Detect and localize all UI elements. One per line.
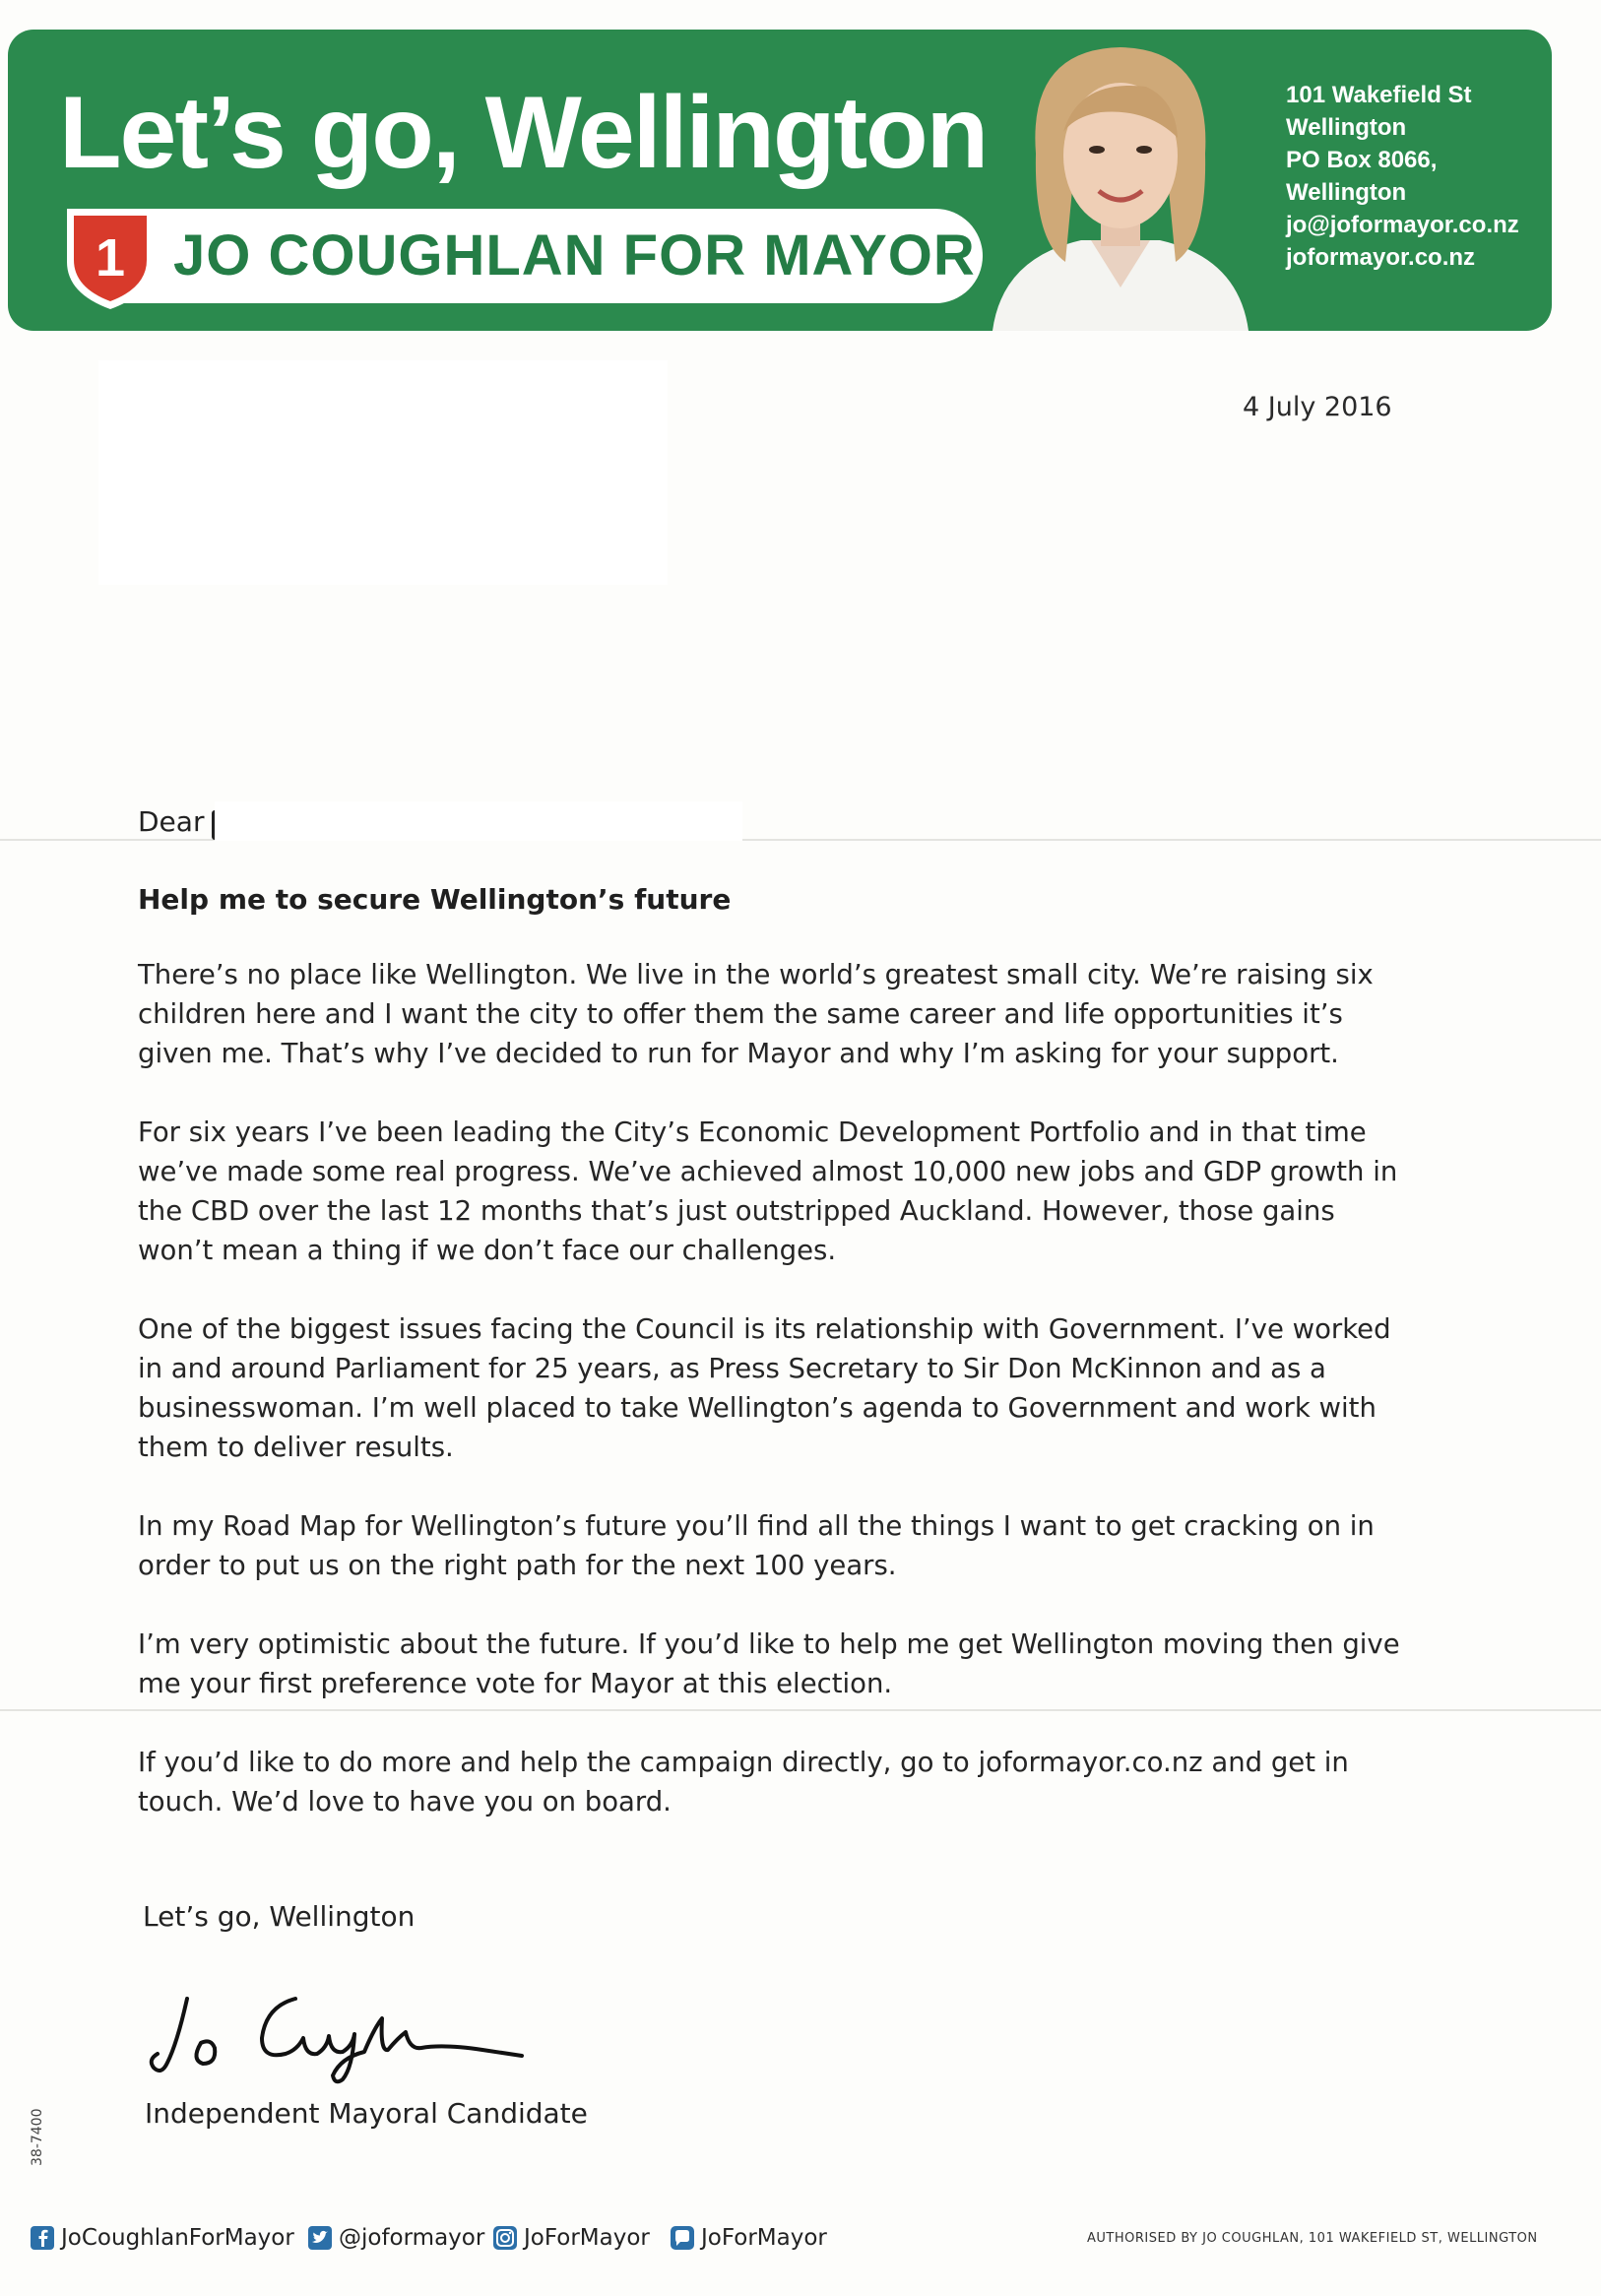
body-paragraph: There’s no place like Wellington. We live in the world’s greatest small city. We’re raising six children here and I want the city to offer them the same career and life opportunities it’s given me. That’s why I’ve decided to run for Mayor and why I’m asking for your support. bbox=[138, 959, 1374, 1069]
contact-email[interactable]: jo@joformayor.co.nz bbox=[1286, 212, 1519, 238]
body-paragraph: In my Road Map for Wellington’s future you’ll find all the things I want to get cracking on in order to put us on the right path for the next 100 years. bbox=[138, 1510, 1375, 1581]
body-paragraph: For six years I’ve been leading the City’s Economic Development Portfolio and in that time we’ve made some real progress. We’ve achieved almost 10,000 new jobs and GDP growth in the CBD over the last 12 months that’s just outstripped Auckland. However, those gains won’t mean a thing if we don’t face our challenges. bbox=[138, 1116, 1398, 1266]
letter-date: 4 July 2016 bbox=[1243, 392, 1392, 422]
letterhead-banner bbox=[8, 30, 1552, 331]
headline: Let’s go, Wellington bbox=[59, 76, 988, 190]
contact-address bbox=[1286, 79, 1544, 274]
body-paragraph: If you’d like to do more and help the campaign directly, go to joformayor.co.nz and get in touch. We’d love to have you on board. bbox=[138, 1747, 1349, 1818]
twitter-icon bbox=[307, 2225, 333, 2251]
letter-subject: Help me to secure Wellington’s future bbox=[138, 883, 732, 916]
social-label: JoForMayor bbox=[701, 2225, 827, 2251]
address-line: 101 Wakefield St bbox=[1286, 82, 1472, 108]
address-line: Wellington bbox=[1286, 114, 1407, 141]
instagram-icon bbox=[492, 2225, 518, 2251]
social-label: JoForMayor bbox=[524, 2225, 650, 2251]
signatory-role: Independent Mayoral Candidate bbox=[145, 2097, 588, 2130]
contact-website[interactable]: joformayor.co.nz bbox=[1286, 244, 1476, 271]
badge-number: 1 bbox=[95, 228, 126, 287]
social-chat[interactable] bbox=[670, 2225, 827, 2251]
social-instagram[interactable] bbox=[492, 2225, 650, 2251]
social-facebook[interactable] bbox=[30, 2225, 294, 2251]
body-paragraph: One of the biggest issues facing the Council is its relationship with Government. I’ve worked in and around Parliament for 25 years, as Press Secretary to Sir Don McKinnon and as a businesswoman. I’m well placed to take Wellington’s agenda to Government and work with them to deliver results. bbox=[138, 1313, 1391, 1463]
social-label: @joformayor bbox=[339, 2225, 485, 2251]
chat-icon bbox=[670, 2225, 695, 2251]
candidate-banner-text: JO COUGHLAN FOR MAYOR bbox=[173, 223, 976, 287]
badge-1-icon bbox=[59, 203, 161, 313]
print-code: 38-7400 bbox=[30, 2108, 45, 2166]
candidate-portrait bbox=[953, 30, 1288, 331]
social-label: JoCoughlanForMayor bbox=[61, 2225, 294, 2251]
salutation: Dear bbox=[138, 805, 205, 838]
facebook-icon bbox=[30, 2225, 55, 2251]
address-line: Wellington bbox=[1286, 179, 1407, 206]
closing-line: Let’s go, Wellington bbox=[143, 1900, 416, 1933]
authorisation-statement: AUTHORISED BY JO COUGHLAN, 101 WAKEFIELD ST, WELLINGTON bbox=[1087, 2231, 1538, 2246]
letter-body bbox=[138, 955, 1418, 1861]
body-paragraph: I’m very optimistic about the future. If you’d like to help me get Wellington moving then give me your first preference vote for Mayor at this election. bbox=[138, 1628, 1400, 1699]
redacted-recipient-address bbox=[98, 360, 668, 585]
address-line: PO Box 8066, bbox=[1286, 147, 1438, 173]
redacted-recipient-name bbox=[215, 801, 742, 841]
social-twitter[interactable] bbox=[307, 2225, 484, 2251]
handwritten-signature bbox=[148, 1969, 581, 2087]
